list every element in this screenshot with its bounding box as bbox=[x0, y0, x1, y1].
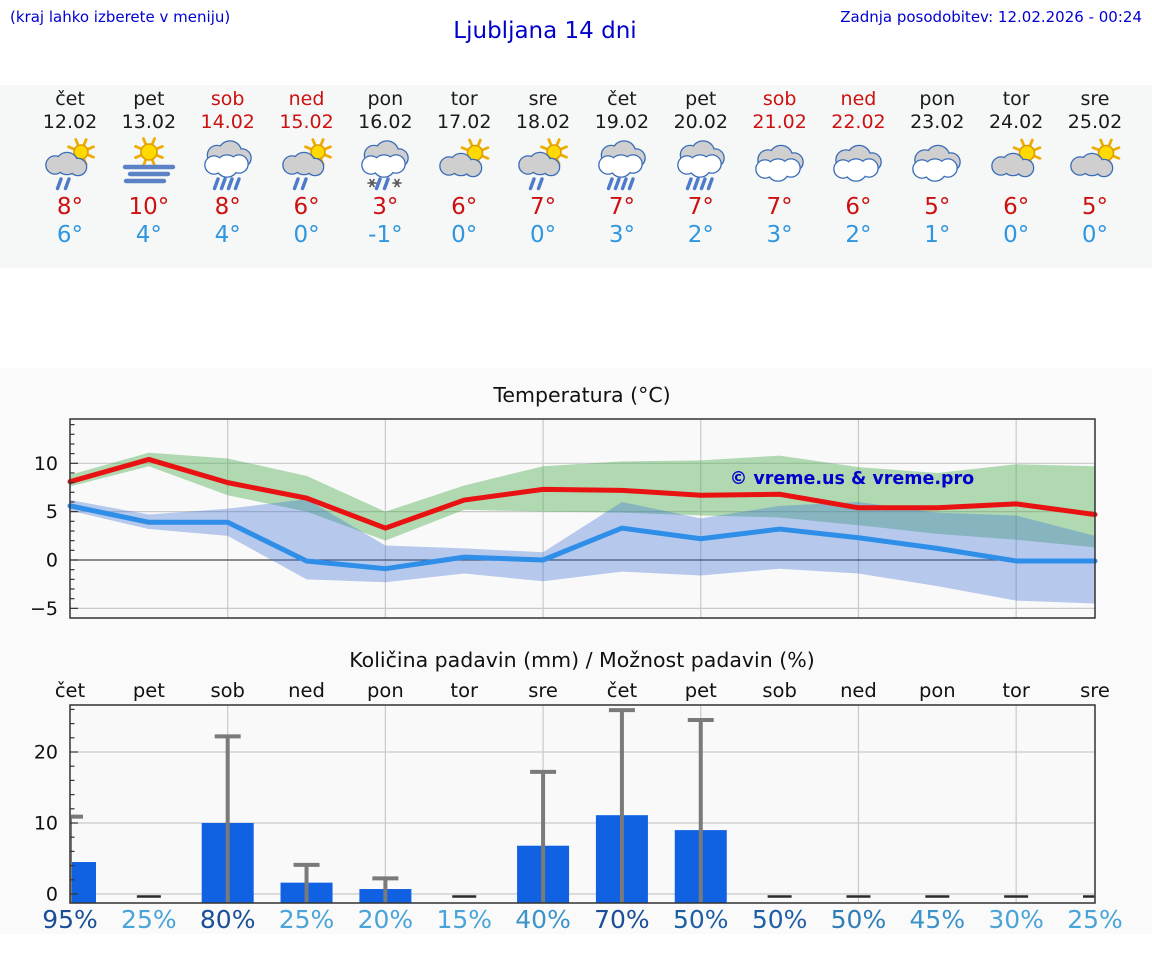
day-date: 24.02 bbox=[988, 111, 1044, 133]
svg-text:20%: 20% bbox=[357, 905, 414, 934]
watermark: © vreme.us & vreme.pro bbox=[729, 469, 975, 489]
day-low-temp: 0° bbox=[1081, 222, 1109, 248]
day-name: tor bbox=[1002, 88, 1030, 110]
day-column bbox=[31, 85, 110, 268]
day-column bbox=[898, 85, 977, 268]
day-date: 21.02 bbox=[752, 111, 807, 133]
svg-text:50%: 50% bbox=[751, 905, 808, 934]
svg-text:15%: 15% bbox=[436, 905, 493, 934]
svg-text:čet: čet bbox=[54, 679, 86, 702]
day-high-temp: 5° bbox=[924, 194, 951, 220]
precip-day-labels bbox=[55, 679, 1110, 702]
day-column bbox=[1055, 85, 1134, 268]
day-low-temp: 2° bbox=[687, 222, 714, 248]
day-date: 15.02 bbox=[279, 111, 334, 133]
day-high-temp: 7° bbox=[766, 194, 793, 220]
day-high-temp: 7° bbox=[529, 194, 557, 220]
svg-text:−5: −5 bbox=[29, 597, 58, 620]
svg-text:ned: ned bbox=[288, 679, 325, 702]
day-name: čet bbox=[607, 88, 637, 110]
day-name: pet bbox=[685, 88, 717, 110]
svg-text:70%: 70% bbox=[594, 905, 650, 934]
day-date: 18.02 bbox=[515, 111, 571, 133]
svg-text:80%: 80% bbox=[199, 905, 256, 934]
day-date: 25.02 bbox=[1067, 111, 1123, 133]
day-low-temp: 0° bbox=[451, 222, 478, 248]
cloud-rain-icon bbox=[590, 137, 654, 193]
day-name: ned bbox=[840, 88, 877, 110]
svg-text:25%: 25% bbox=[278, 905, 335, 934]
svg-text:45%: 45% bbox=[909, 905, 966, 934]
svg-text:50%: 50% bbox=[672, 905, 729, 934]
precip-y-labels bbox=[34, 742, 58, 906]
sun-fog-icon bbox=[117, 137, 181, 193]
day-low-temp: 6° bbox=[56, 222, 84, 248]
svg-text:pet: pet bbox=[132, 679, 165, 702]
day-high-temp: 7° bbox=[608, 194, 635, 220]
day-name: čet bbox=[55, 88, 85, 110]
day-high-temp: 5° bbox=[1081, 194, 1109, 220]
day-column bbox=[582, 85, 661, 268]
cloudy-icon bbox=[826, 137, 890, 193]
menu-hint-text: (kraj lahko izberete v meniju) bbox=[10, 8, 231, 26]
day-strip bbox=[0, 85, 1152, 268]
svg-text:tor: tor bbox=[1002, 679, 1030, 702]
cloud-rain-icon bbox=[196, 137, 260, 193]
cloud-rain-icon bbox=[669, 137, 733, 193]
day-high-temp: 10° bbox=[128, 194, 170, 220]
svg-text:40%: 40% bbox=[515, 905, 571, 934]
temp-chart-title: Temperatura (°C) bbox=[493, 383, 671, 407]
day-date: 23.02 bbox=[910, 111, 965, 133]
day-column bbox=[504, 85, 583, 268]
day-low-temp: 0° bbox=[293, 222, 320, 248]
svg-text:95%: 95% bbox=[42, 905, 98, 934]
day-high-temp: 6° bbox=[845, 194, 872, 220]
day-low-temp: 3° bbox=[766, 222, 793, 248]
day-high-temp: 7° bbox=[687, 194, 714, 220]
day-column bbox=[661, 85, 740, 268]
day-name: tor bbox=[450, 88, 478, 110]
day-name: sre bbox=[1080, 88, 1110, 110]
day-name: sob bbox=[210, 88, 245, 110]
day-date: 22.02 bbox=[831, 111, 886, 133]
svg-text:čet: čet bbox=[606, 679, 638, 702]
day-low-temp: 3° bbox=[608, 222, 635, 248]
svg-text:10: 10 bbox=[33, 452, 58, 475]
svg-text:sob: sob bbox=[762, 679, 797, 702]
day-name: pon bbox=[367, 88, 404, 110]
day-low-temp: 4° bbox=[135, 222, 162, 248]
day-date: 12.02 bbox=[42, 111, 98, 133]
temperature-chart bbox=[0, 368, 1152, 640]
svg-text:5: 5 bbox=[45, 501, 58, 524]
day-low-temp: 0° bbox=[529, 222, 557, 248]
day-low-temp: 0° bbox=[1003, 222, 1030, 248]
svg-text:sob: sob bbox=[210, 679, 245, 702]
day-high-temp: 8° bbox=[56, 194, 84, 220]
day-high-temp: 6° bbox=[451, 194, 478, 220]
day-high-temp: 8° bbox=[214, 194, 241, 220]
day-date: 20.02 bbox=[673, 111, 728, 133]
day-name: pon bbox=[919, 88, 956, 110]
day-column bbox=[740, 85, 819, 268]
day-high-temp: 3° bbox=[372, 194, 399, 220]
sun-cloud-rain-icon bbox=[275, 137, 339, 193]
svg-text:0: 0 bbox=[45, 549, 58, 572]
svg-text:pon: pon bbox=[367, 679, 404, 702]
day-date: 14.02 bbox=[200, 111, 255, 133]
svg-text:20: 20 bbox=[33, 741, 58, 764]
temp-y-labels bbox=[30, 453, 58, 620]
day-high-temp: 6° bbox=[293, 194, 320, 220]
last-updated-text: Zadnja posodobitev: 12.02.2026 - 00:24 bbox=[840, 8, 1142, 26]
svg-text:25%: 25% bbox=[1067, 905, 1123, 934]
day-name: ned bbox=[288, 88, 325, 110]
precip-chart-title: Količina padavin (mm) / Možnost padavin (%) bbox=[349, 648, 815, 672]
cloudy-icon bbox=[748, 137, 812, 193]
day-date: 19.02 bbox=[594, 111, 650, 133]
svg-text:pon: pon bbox=[918, 679, 956, 702]
svg-text:sre: sre bbox=[528, 679, 558, 702]
svg-text:0: 0 bbox=[45, 883, 58, 906]
svg-text:sre: sre bbox=[1080, 679, 1110, 702]
day-column bbox=[346, 85, 425, 268]
day-column bbox=[819, 85, 898, 268]
sun-cloud-icon bbox=[432, 137, 496, 193]
day-high-temp: 6° bbox=[1003, 194, 1030, 220]
cloudy-icon bbox=[905, 137, 969, 193]
day-date: 17.02 bbox=[437, 111, 492, 133]
day-column bbox=[188, 85, 267, 268]
svg-text:ned: ned bbox=[840, 679, 877, 702]
sun-cloud-rain-icon bbox=[38, 137, 102, 193]
sun-cloud-icon bbox=[1063, 137, 1127, 193]
page-title: Ljubljana 14 dni bbox=[453, 18, 637, 44]
day-column bbox=[425, 85, 504, 268]
day-column bbox=[109, 85, 188, 268]
day-date: 16.02 bbox=[358, 111, 413, 133]
day-name: sob bbox=[762, 88, 797, 110]
svg-text:30%: 30% bbox=[988, 905, 1044, 934]
day-low-temp: -1° bbox=[368, 222, 403, 248]
svg-text:10: 10 bbox=[33, 812, 58, 835]
precipitation-chart bbox=[0, 640, 1152, 934]
sun-cloud-rain-icon bbox=[511, 137, 575, 193]
day-column bbox=[977, 85, 1056, 268]
day-column bbox=[267, 85, 346, 268]
svg-text:25%: 25% bbox=[121, 905, 177, 934]
precip-probability-labels bbox=[42, 905, 1123, 934]
day-name: pet bbox=[133, 88, 165, 110]
day-name: sre bbox=[528, 88, 558, 110]
cloud-sleet-icon bbox=[353, 137, 417, 193]
svg-text:50%: 50% bbox=[830, 905, 887, 934]
day-low-temp: 2° bbox=[845, 222, 872, 248]
sun-cloud-icon bbox=[984, 137, 1048, 193]
day-low-temp: 1° bbox=[924, 222, 951, 248]
day-low-temp: 4° bbox=[214, 222, 241, 248]
day-date: 13.02 bbox=[121, 111, 177, 133]
svg-text:tor: tor bbox=[450, 679, 479, 702]
svg-text:pet: pet bbox=[684, 679, 717, 702]
